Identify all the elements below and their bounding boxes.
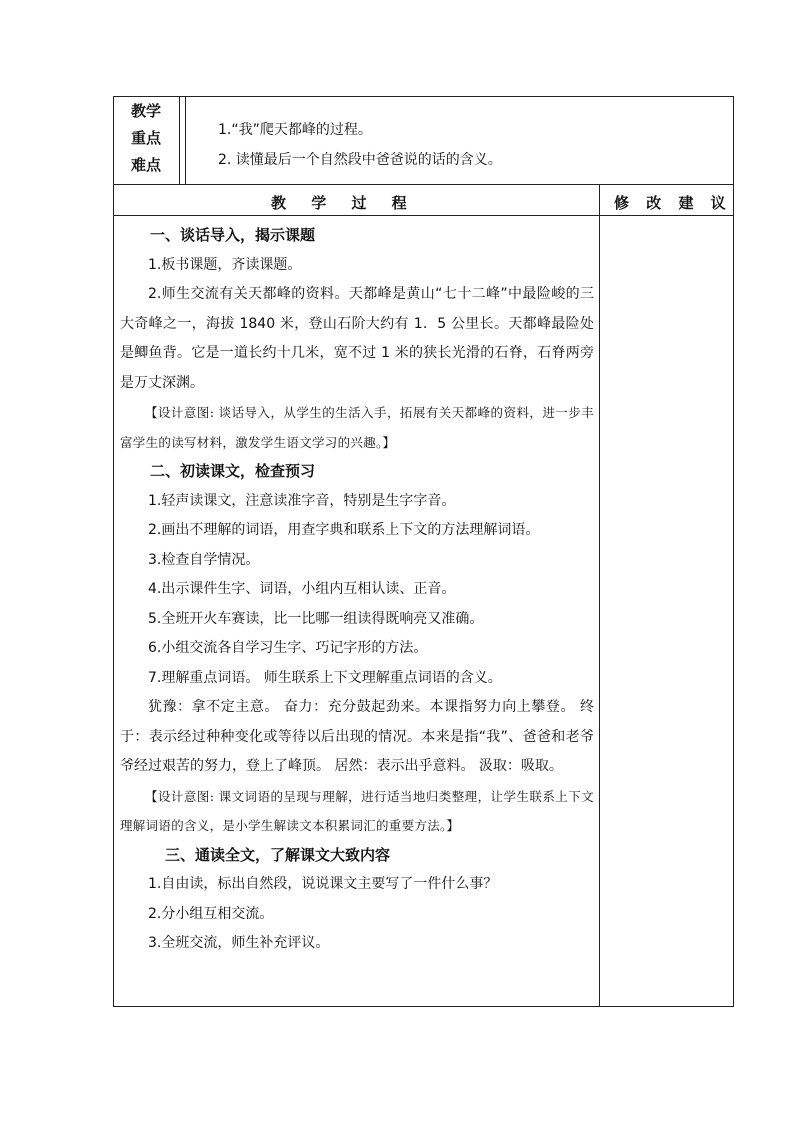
paragraph: 2.师生交流有关天都峰的资料。天都峰是黄山“七十二峰”中最险峻的三大奇峰之一，海拔 1840 米，登山石阶大约有 1．5 公里长。天都峰最险处是鲫鱼背。它是一道长约十几米，宽不过 1 米的狭长光滑的石脊，石脊两旁是万丈深渊。 xyxy=(120,286,594,391)
paragraph: 3.检查自学情况。 xyxy=(148,551,260,568)
paragraph: 2.画出不理解的词语，用查字典和联系上下文的方法理解词语。 xyxy=(148,522,540,538)
section-title: 二、初读课文，检查预习 xyxy=(150,462,316,480)
section-title: 三、通读全文，了解课文大致内容 xyxy=(165,845,391,864)
design-intent-note: 【设计意图: 谈话导入，从学生的生活入手，拓展有关天都峰的资料，进一步丰富学生的读写材料，激发学生语文学习的兴趣。】 xyxy=(120,405,594,450)
paragraph: 3.全班交流，师生补充评议。 xyxy=(148,935,330,951)
table-divider xyxy=(113,184,734,185)
suggestion-header: 修 改 建 议 xyxy=(614,194,732,212)
paragraph: 4.出示课件生字、词语，小组内互相认读、正音。 xyxy=(148,581,456,597)
paragraph: 1.自由读，标出自然段，说说课文主要写了一件什么事？ xyxy=(148,876,498,892)
paragraph: 1.板书课题，齐读课题。 xyxy=(148,256,302,273)
section-title: 一、谈话导入，揭示课题 xyxy=(150,226,316,244)
table-divider xyxy=(185,96,186,184)
design-intent-note: 【设计意图: 课文词语的呈现与理解，进行适当地归类整理，让学生联系上下文理解词语的含义，是小学生解读文本积累词汇的重要方法。】 xyxy=(120,788,594,833)
paragraph: 1.轻声读课文，注意读准字音，特别是生字字音。 xyxy=(148,492,456,509)
table-divider xyxy=(599,184,600,1007)
process-header: 教 学 过 程 xyxy=(271,194,417,212)
teaching-process-content xyxy=(120,221,594,959)
paragraph: 6.小组交流各自学习生字、巧记字形的方法。 xyxy=(148,640,428,656)
paragraph: 2.分小组互相交流。 xyxy=(148,905,274,922)
paragraph: 7.理解重点词语。 师生联系上下文理解重点词语的含义。 xyxy=(148,669,502,686)
key-points-label: 教学 重点 难点 xyxy=(130,102,161,174)
paragraph: 犹豫：拿不定主意。 奋力：充分鼓起劲来。本课指努力向上攀登。 终于：表示经过种种变化或等待以后出现的情况。本来是指“我”、爸爸和老爷爷经过艰苦的努力，登上了峰顶。 居然：表示出乎意料。 汲取：吸取。 xyxy=(120,699,594,774)
table-divider xyxy=(113,215,734,216)
table-divider xyxy=(179,96,180,184)
key-point-item: 2. 读懂最后一个自然段中爸爸说的话的含义。 xyxy=(218,152,502,168)
key-point-item: 1.“我”爬天都峰的过程。 xyxy=(218,122,372,138)
paragraph: 5.全班开火车赛读，比一比哪一组读得既响亮又准确。 xyxy=(148,610,484,627)
